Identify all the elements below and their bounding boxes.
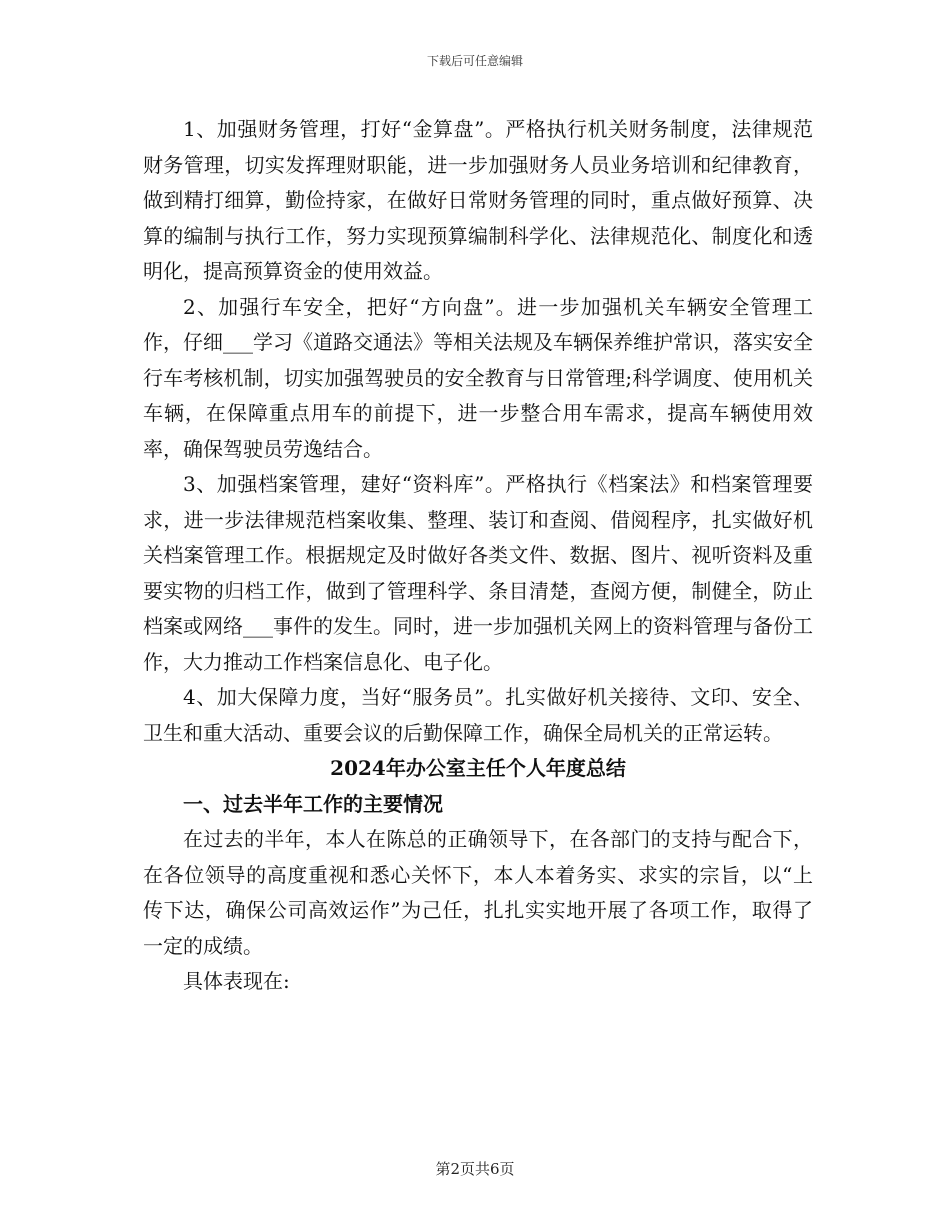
document-body — [143, 112, 813, 1000]
page-number: 第2页共6页 — [435, 1160, 515, 1178]
document-title: 2024年办公室主任个人年度总结 — [330, 756, 626, 780]
paragraph-archives: 3、加强档案管理，建好“资料库”。严格执行《档案法》和档案管理要求，进一步法律规范档案收集、整理、装订和查阅、借阅程序，扎实做好机关档案管理工作。根据规定及时做好各类文件、数据、图片、视听资料及重要实物的归档工作，做到了管理科学、条目清楚，查阅方便，制健全，防止档案或网络___事件的发生。同时，进一步加强机关网上的资料管理与备份工作，大力推动工作档案信息化、电子化。 — [143, 472, 813, 674]
paragraph-service: 4、加大保障力度，当好“服务员”。扎实做好机关接待、文印、安全、卫生和重大活动、重要会议的后勤保障工作，确保全局机关的正常运转。 — [143, 685, 813, 745]
paragraph-specifics: 具体表现在: — [183, 969, 290, 993]
page-header-note: 下载后可任意编辑 — [426, 54, 523, 68]
paragraph-intro: 在过去的半年，本人在陈总的正确领导下，在各部门的支持与配合下，在各位领导的高度重视和悉心关怀下，本人本着务实、求实的宗旨，以“上传下达，确保公司高效运作”为己任，扎扎实实地开展了各项工作，取得了一定的成绩。 — [143, 827, 813, 958]
paragraph-vehicle-safety: 2、加强行车安全，把好“方向盘”。进一步加强机关车辆安全管理工作，仔细___学习《道路交通法》等相关法规及车辆保养维护常识，落实安全行车考核机制，切实加强驾驶员的安全教育与日常管理;科学调度、使用机关车辆，在保障重点用车的前提下，进一步整合用车需求，提高车辆使用效率，确保驾驶员劳逸结合。 — [143, 294, 813, 461]
section-heading: 一、过去半年工作的主要情况 — [183, 791, 443, 816]
paragraph-finance: 1、加强财务管理，打好“金算盘”。严格执行机关财务制度，法律规范财务管理，切实发挥理财职能，进一步加强财务人员业务培训和纪律教育，做到精打细算，勤俭持家，在做好日常财务管理的同时，重点做好预算、决算的编制与执行工作，努力实现预算编制科学化、法律规范化、制度化和透明化，提高预算资金的使用效益。 — [143, 117, 813, 283]
